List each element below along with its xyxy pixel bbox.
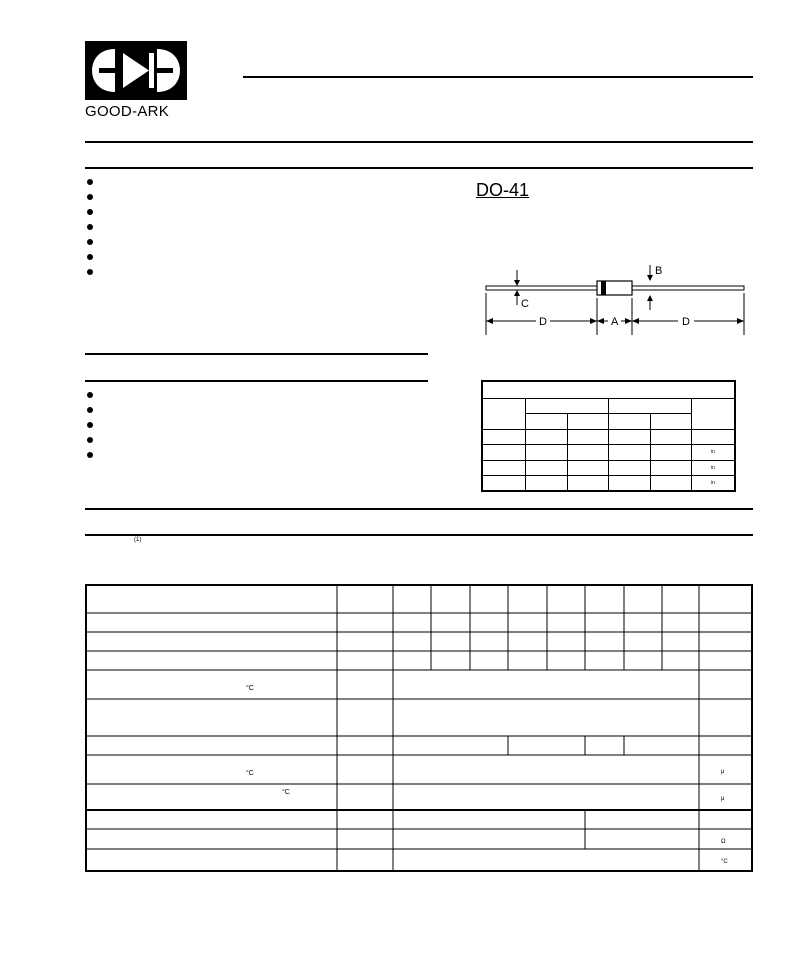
unit-cell: in (692, 445, 736, 460)
list-item (87, 392, 93, 398)
diode-logo-icon (85, 41, 187, 100)
unit-mark-2: μ (721, 796, 725, 802)
list-item (87, 269, 93, 275)
unit-cell: in (692, 460, 736, 475)
note-symbol: (1) (134, 537, 142, 543)
list-item (87, 452, 93, 458)
header-rule-bottom (85, 167, 753, 169)
table-cell (526, 414, 568, 429)
header-rule-top (85, 141, 753, 143)
list-item (87, 194, 93, 200)
list-item (87, 422, 93, 428)
list-item (87, 209, 93, 215)
ratings-table (85, 584, 753, 872)
list-item (87, 224, 93, 230)
brand-logo (85, 41, 187, 100)
unit-cell: in (692, 476, 736, 492)
mech-rule-bottom (85, 380, 428, 382)
dim-label-c: C (521, 298, 529, 310)
dim-label-a: A (611, 316, 619, 328)
package-outline-diagram (480, 255, 750, 345)
ratings-rule-bottom (85, 534, 753, 536)
dim-label-d-right: D (682, 316, 690, 328)
unit-mark-3: Ω (721, 839, 726, 845)
temp-mark-2: °C (246, 770, 254, 777)
unit-mark-1: μ (721, 769, 725, 775)
table-cell (692, 398, 736, 429)
table-row (482, 429, 735, 444)
title-rule (243, 76, 753, 78)
table-cell (526, 398, 609, 413)
dim-label-b: B (655, 265, 663, 277)
table-cell (567, 414, 609, 429)
brand-name: GOOD-ARK (85, 103, 170, 120)
ratings-rule-top (85, 508, 753, 510)
table-cell (609, 414, 651, 429)
dim-label-d-left: D (539, 316, 547, 328)
list-item (87, 179, 93, 185)
table-cell (482, 381, 735, 398)
dimension-table (481, 380, 736, 492)
table-cell (482, 398, 526, 429)
table-cell (650, 414, 692, 429)
temp-mark-1: °C (246, 685, 254, 692)
temp-mark-3: °C (282, 789, 290, 796)
list-item (87, 239, 93, 245)
mech-rule-top (85, 353, 428, 355)
table-row (482, 460, 735, 475)
package-name: DO-41 (476, 180, 530, 200)
unit-mark-4: °C (721, 859, 728, 865)
table-row (482, 476, 735, 492)
list-item (87, 254, 93, 260)
list-item (87, 437, 93, 443)
table-row (482, 445, 735, 460)
table-cell (609, 398, 692, 413)
list-item (87, 407, 93, 413)
